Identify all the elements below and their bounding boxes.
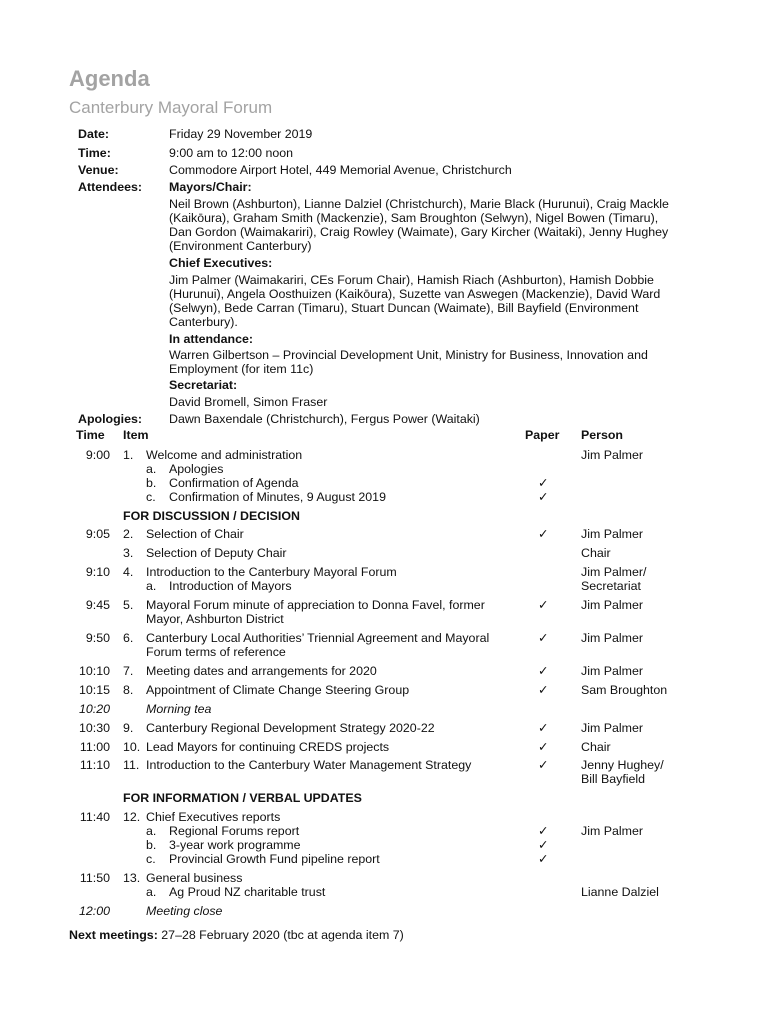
apologies-value: Dawn Baxendale (Christchurch), Fergus Power (Waitaki) [169,412,480,426]
ces-line: Canterbury). [169,315,238,329]
agenda-time: 10:30 [78,721,110,735]
next-meetings-value: 27–28 February 2020 (tbc at agenda item 7) [161,928,404,942]
paper-check-icon: ✓ [538,758,549,772]
agenda-item-number: 2. [123,527,134,541]
agenda-time: 11:50 [79,871,110,885]
paper-check-icon: ✓ [538,664,549,678]
agenda-item-number: 8. [123,683,134,697]
header-time: Time [76,428,105,442]
agenda-item-text: Introduction to the Canterbury Mayoral Forum [146,565,397,579]
agenda-item-text: Welcome and administration [146,448,303,462]
mayors-line: Neil Brown (Ashburton), Lianne Dalziel (Christchurch), Marie Black (Hurunui), Craig Mackle [169,197,669,211]
paper-check-icon: ✓ [538,527,549,541]
agenda-person: Jim Palmer [581,527,643,541]
next-meetings [69,928,404,943]
paper-check-icon: ✓ [538,852,549,866]
ces-line: (Hurunui), Angela Oosthuizen (Kaikōura), Suzette van Aswegen (Mackenzie), David Ward [169,287,661,301]
agenda-person: Jenny Hughey/ [581,758,664,772]
agenda-item-number: 1. [123,448,134,462]
agenda-time: 10:15 [78,683,110,697]
agenda-item-number: 6. [123,631,134,645]
mayors-line: (Kaikōura), Graham Smith (Mackenzie), Sam Broughton (Selwyn), Nigel Bowen (Timaru), [169,211,659,225]
agenda-item-text: Appointment of Climate Change Steering Group [146,683,410,697]
paper-check-icon: ✓ [538,631,549,645]
paper-check-icon: ✓ [538,740,549,754]
agenda-person: Jim Palmer/ [581,565,647,579]
agenda-item-text: 3-year work programme [169,838,301,852]
agenda-item-text: Confirmation of Minutes, 9 August 2019 [169,490,386,504]
agenda-item-text: Introduction to the Canterbury Water Management Strategy [146,758,472,772]
paper-check-icon: ✓ [538,476,549,490]
agenda-time: 9:50 [85,631,110,645]
agenda-person: Jim Palmer [581,598,643,612]
agenda-item-number: a. [146,579,157,593]
agenda-time: 11:00 [79,740,110,754]
next-meetings-label: Next meetings: [69,928,158,942]
agenda-item-text: General business [146,871,243,885]
paper-check-icon: ✓ [538,824,549,838]
paper-check-icon: ✓ [538,721,549,735]
agenda-person: Bill Bayfield [581,772,646,786]
agenda-item-number: 4. [123,565,134,579]
mayors-line: (Environment Canterbury) [169,239,312,253]
agenda-item-text: Mayoral Forum minute of appreciation to Donna Favel, former [146,598,485,612]
agenda-item-text: Canterbury Local Authorities’ Triennial Agreement and Mayoral [146,631,490,645]
mayors-line: Dan Gordon (Waimakariri), Craig Rowley (Waimate), Gary Kircher (Waitaki), Jenny Hughey [169,225,669,239]
secretariat-heading: Secretariat: [169,378,238,392]
agenda-person: Jim Palmer [581,664,643,678]
agenda-item-number: c. [146,490,156,504]
attendance-line: Warren Gilbertson – Provincial Development Unit, Ministry for Business, Innovation and [169,348,648,362]
date-value: Friday 29 November 2019 [169,127,313,141]
header-paper: Paper [525,428,560,442]
agenda-item-number: a. [146,885,157,899]
ces-line: Jim Palmer (Waimakariri, CEs Forum Chair), Hamish Riach (Ashburton), Hamish Dobbie [169,273,654,287]
agenda-person: Jim Palmer [581,631,643,645]
agenda-item-number: c. [146,852,156,866]
agenda-item-text: Confirmation of Agenda [169,476,299,490]
attendance-heading: In attendance: [169,332,253,346]
agenda-item-text: Apologies [169,462,224,476]
agenda-time: 9:00 [85,448,110,462]
agenda-person: Chair [581,546,611,560]
agenda-item-number: 10. [123,740,141,754]
agenda-item-text: Canterbury Regional Development Strategy 2020-22 [146,721,435,735]
agenda-time: 11:10 [79,758,110,772]
mayors-heading: Mayors/Chair: [169,180,252,194]
page-title: Agenda [69,66,150,91]
paper-check-icon: ✓ [538,838,549,852]
attendees-label: Attendees: [78,180,143,194]
agenda-item-text: Selection of Chair [146,527,244,541]
agenda-item-number: 12. [123,810,141,824]
paper-check-icon: ✓ [538,683,549,697]
time-value: 9:00 am to 12:00 noon [169,146,294,160]
attendance-line: Employment (for item 11c) [169,362,314,376]
agenda-item-number: b. [146,838,157,852]
apologies-label: Apologies: [78,412,143,426]
section-heading: FOR INFORMATION / VERBAL UPDATES [123,791,362,805]
agenda-time: 9:10 [85,565,110,579]
ces-line: (Selwyn), Bede Carran (Timaru), Stuart Duncan (Waimate), Bill Bayfield (Environment [169,301,639,315]
agenda-item-number: a. [146,462,157,476]
agenda-time: 9:45 [85,598,110,612]
agenda-person: Jim Palmer [581,824,643,838]
agenda-item-number: b. [146,476,157,490]
agenda-item-number: 13. [123,871,141,885]
agenda-item-number: 7. [123,664,134,678]
agenda-item-number: 11. [123,758,140,772]
agenda-item-text: Chief Executives reports [146,810,281,824]
section-heading: FOR DISCUSSION / DECISION [123,509,300,523]
secretariat-value: David Bromell, Simon Fraser [169,395,328,409]
date-label: Date: [78,127,109,141]
agenda-item-text: Meeting close [146,904,223,918]
agenda-item-text: Meeting dates and arrangements for 2020 [146,664,377,678]
agenda-time: 10:20 [78,702,110,716]
agenda-item-number: a. [146,824,157,838]
agenda-person: Sam Broughton [581,683,668,697]
time-label: Time: [78,146,111,160]
agenda-time: 11:40 [79,810,110,824]
ces-heading: Chief Executives: [169,256,273,270]
agenda-item-number: 3. [123,546,134,560]
agenda-item-number: 9. [123,721,134,735]
agenda-item-text: Regional Forums report [169,824,300,838]
agenda-person: Lianne Dalziel [581,885,659,899]
agenda-time: 10:10 [78,664,110,678]
agenda-item-text: Introduction of Mayors [169,579,292,593]
venue-label: Venue: [78,163,119,177]
page-subtitle: Canterbury Mayoral Forum [69,98,273,117]
agenda-item-text: Lead Mayors for continuing CREDS projects [146,740,390,754]
paper-check-icon: ✓ [538,490,549,504]
agenda-item-text: Ag Proud NZ charitable trust [169,885,326,899]
agenda-item-number: 5. [123,598,134,612]
agenda-person: Jim Palmer [581,448,643,462]
header-item: Item [123,428,149,442]
agenda-person: Chair [581,740,611,754]
agenda-item-text: Selection of Deputy Chair [146,546,287,560]
agenda-person: Secretariat [581,579,641,593]
paper-check-icon: ✓ [538,598,549,612]
agenda-time: 9:05 [85,527,110,541]
agenda-item-text: Forum terms of reference [146,645,286,659]
agenda-item-text: Mayor, Ashburton District [146,612,284,626]
venue-value: Commodore Airport Hotel, 449 Memorial Avenue, Christchurch [169,163,512,177]
agenda-person: Jim Palmer [581,721,643,735]
header-person: Person [581,428,624,442]
agenda-item-text: Morning tea [146,702,212,716]
agenda-item-text: Provincial Growth Fund pipeline report [169,852,380,866]
agenda-time: 12:00 [78,904,110,918]
